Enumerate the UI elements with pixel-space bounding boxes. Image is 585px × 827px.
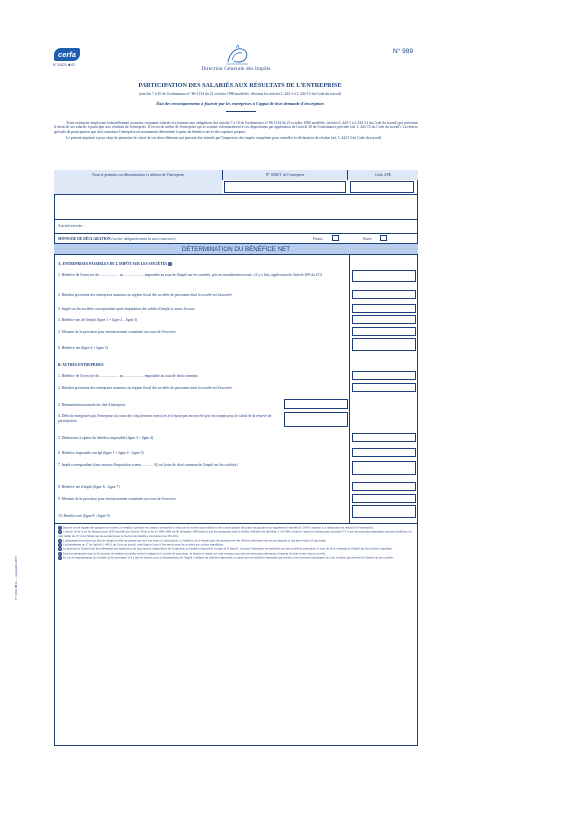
part-b-line-1-input[interactable]	[352, 371, 416, 380]
part-a-line-2-input[interactable]	[352, 290, 416, 299]
currency-note: (cocher obligatoirement la case concernée)	[111, 237, 176, 241]
part-b-line-8-input[interactable]	[352, 482, 416, 491]
part-b-line-10: 10. Bénéfice net (ligne 8 + ligne 9)	[58, 514, 110, 518]
note-text: L'article 10 de la loi de finances pour 2007 modifié par l'article 39 de la loi n° 2004-1484 du 30 décembre 2004 prévoit que les entreprises dont le chiffre d'affaires est inférieur à 7,63 M€ et dont le capital est détenu pour au moins 75 % par des personnes physiques peuvent bénéficier du taux réduit de 15 % de l'impôt sur les sociétés pour la fraction de bénéfice n'excédant pas 38 120 €.	[58, 530, 412, 538]
note-text: L'abattement est réalisé par lieu de chaque société du groupe qui doit s'en tenir à la déclaration. Le bénéfice est à retenir pour son montant net des déficits antérieurs non encore imputés et des plus-values à long terme.	[62, 538, 327, 543]
siret-input[interactable]	[224, 181, 346, 193]
part-b-line-5-input[interactable]	[352, 433, 416, 442]
note-number-icon: 5	[59, 547, 61, 552]
cerfa-logo: cerfa	[54, 48, 80, 61]
notes-divider	[54, 523, 418, 524]
title-divider	[226, 111, 256, 112]
part-b-line-3-input[interactable]	[284, 399, 348, 409]
part-b-line-4-input[interactable]	[284, 412, 348, 427]
note-text: Conformément au 1° de l'article L 442-2 du Code du travail, cette ligne n'a pas à être servie pour les sociétés par actions simplifiées.	[62, 542, 224, 547]
note-text: En cas de regroupement de sociétés ou de personnes, il y a lieu de retenir, pour la détermination de l'impôt à déduire du bénéfice imposable, la quote-part du bénéfice imposable qui revient à des personnes physiques ou à des sociétés qui relèvent de l'impôt sur les sociétés.	[62, 555, 394, 560]
note-number-icon: 7	[59, 556, 61, 561]
page-subtitle-2: État des renseignements à fournir par les entreprises à l'appui de leur demande d'inscription	[156, 101, 324, 106]
divider	[54, 194, 418, 195]
dgi-label: Direction Générale des Impôts	[201, 66, 271, 72]
marianne-icon	[222, 44, 252, 66]
section-title: DÉTERMINATION DU BÉNÉFICE NET	[181, 246, 291, 253]
part-b-heading: B. AUTRES ENTREPRISES	[58, 363, 104, 367]
intro-text	[54, 121, 418, 143]
part-b-line-6-input[interactable]	[352, 448, 416, 457]
side-reference-text: N° 10021 ✱ 02 — (septembre 2007)	[14, 555, 18, 600]
part-a-line-2: 2. Résultat provenant des entreprises soumises au régime fiscal des sociétés de personnes dont la société est l'associée	[58, 293, 232, 297]
notes-block	[58, 526, 414, 561]
part-a-line-4: 4. Bénéfice net de l'impôt (ligne 1 + ligne 2 – ligne 3)	[58, 318, 138, 322]
part-a-line-1: 1. Bénéfice de l'exercice du ..................... au ..................... imposable au taux de l'impôt sur les sociétés, pris en considération avant, s'il y a lieu, application de l'article 209 du CGI	[58, 273, 323, 277]
part-b-line-1: 1. Bénéfice de l'exercice du ..................... au ..................... imposable au taux de droit commun	[58, 374, 198, 378]
form-frame	[54, 170, 418, 746]
part-a-line-5-input[interactable]	[352, 327, 416, 336]
part-b-line-8: 8. Bénéfice net d'impôt (ligne 6 – ligne 7)	[58, 485, 120, 489]
part-a-line-3: 3. Impôt sur les sociétés correspondant après imputation des crédits d'impôt et avoirs fiscaux	[58, 307, 195, 311]
form-number: N° 989	[393, 48, 413, 55]
note-number-icon: 3	[59, 538, 61, 543]
note-text: Le montant de l'impôt doit être déterminé par application du taux moyen d'imposition de l'exploitant au bénéfice imposable corrigé de la ligne 6. Lorsque l'entreprise est exploitée par une société de personnes, le taux de droit commun de l'impôt sur les sociétés s'applique.	[62, 547, 393, 552]
part-b-line-4: 4. Déficits enregistrés par l'entreprise au cours des cinq derniers exercices et n'ayant pas encore été pris en compte pour le calcul de la réserve de participation	[58, 414, 272, 423]
part-a-line-1-input[interactable]	[352, 270, 416, 282]
francs-checkbox[interactable]	[332, 235, 339, 241]
ape-column-header	[347, 170, 418, 180]
part-b-line-6: 6. Bénéfice imposable corrigé (ligne 1 + ligne 2 – ligne 5)	[58, 451, 144, 455]
note-number-icon: 4	[59, 542, 61, 547]
siret-column-label: N° SIRET de l'entreprise	[265, 173, 305, 177]
ape-input[interactable]	[350, 181, 414, 193]
currency-label: MONNAIE DE DÉCLARATION	[58, 237, 111, 241]
part-b-line-3: 3. Rémunération normale du chef d'entreprise	[58, 403, 126, 407]
note-text: Dans le cas de régime des groupes de sociétés, le résultat à prendre en compte correspond à celui que la société aurait réalisé si elle n'avait jamais fait partie du groupe (voir également le modèle n° 2059 à annexer à la déclaration de résultat de l'entreprise).	[62, 525, 374, 530]
page-subtitle: (articles 7 à 10 de l'ordonnance n° 86-1134 du 21 octobre 1986 modifiée, devenus les articles L 442-1 à L 442-15 du Code du travail)	[138, 92, 342, 96]
divider	[54, 233, 418, 234]
part-b-line-2-input[interactable]	[352, 383, 416, 392]
part-a-line-5: 5. Montant de la provision pour investissement constituée au cours de l'exercice	[58, 330, 176, 334]
section-header-bar	[54, 243, 418, 255]
part-a-line-3-input[interactable]	[352, 304, 416, 313]
note-number-icon: 1	[59, 526, 61, 530]
name-column-header	[54, 170, 222, 194]
note-ref-icon: 1	[169, 262, 171, 267]
part-a-line-4-input[interactable]	[352, 315, 416, 324]
intro-paragraph: Le présent imprimé a pour objet de permettre le calcul de ces deux éléments qui peuvent être attestés par l'inspecteur des impôts compétent pour contrôler la déclaration de résultat (art. L 442-13 du Code du travail).	[66, 136, 383, 141]
note-item	[58, 556, 414, 560]
page-title: PARTICIPATION DES SALARIÉS AUX RÉSULTATS DE L'ENTREPRISE	[138, 82, 342, 89]
note-number-icon: 2	[59, 530, 61, 535]
part-b-line-7: 7. Impôt correspondant (taux moyen d'imposition retenu ............ %) ou (taux de droit commun de l'impôt sur les sociétés)	[58, 463, 238, 467]
part-a-heading	[58, 262, 172, 266]
amount-column-divider	[349, 255, 350, 523]
part-b-line-2: 2. Résultat provenant des entreprises soumises au régime fiscal des sociétés de personnes dont la société est l'associée	[58, 386, 232, 390]
part-b-line-9: 9. Montant de la provision pour investissement constituée au cours de l'exercice	[58, 497, 176, 501]
divider	[54, 219, 418, 220]
intro-paragraph: Toute entreprise employant habituellement au moins cinquante salariés est soumise aux obligations des articles 7 à 10 de l'ordonnance n° 86-1134 du 21 octobre 1986 modifiée, (articles L 442-1 à L 442-14 du Code du travail) qui prévoient le droit de ses salariés à participer aux résultats de l'entreprise. Il en est de même de l'entreprise qui se soumet volontairement à ces dispositions par application de l'article 20 de l'ordonnance précitée (art. L 442-15 du Code du travail). La réserve spéciale de participation que doit constituer l'entreprise est notamment déterminée à partir du bénéfice net et des capitaux propres.	[54, 121, 418, 134]
siret-column-header	[222, 170, 347, 180]
part-a-heading-text: A. ENTREPRISES PASSIBLES DE L'IMPÔT SUR LES SOCIÉTÉS	[58, 262, 168, 266]
part-a-line-6: 6. Bénéfice net (ligne 4 + ligne 5)	[58, 346, 108, 350]
ape-column-label: Code APE	[374, 173, 392, 177]
part-a-line-6-input[interactable]	[352, 338, 416, 351]
activity-label: Activité exercée :	[58, 224, 85, 228]
euros-label: Euros	[363, 237, 372, 241]
francs-label: Francs	[313, 237, 323, 241]
note-text: Pour les entreprises dont la déclaration de résultat est établie selon le régime de la société de personnes, le résultat à retenir est celui revenant aux associés personnes physiques à hauteur de leurs droits dans la société.	[62, 551, 326, 556]
company-name-address-input[interactable]	[56, 196, 416, 218]
part-b-line-9-input[interactable]	[352, 494, 416, 503]
part-b-line-10-input[interactable]	[352, 505, 416, 518]
name-column-label: Nom et prénoms ou dénomination et adresse de l'entreprise	[91, 173, 185, 177]
euros-checkbox[interactable]	[380, 235, 387, 241]
part-b-line-7-input[interactable]	[352, 461, 416, 475]
cerfa-number: N° 10021 ✱ 02	[53, 63, 76, 67]
currency-row	[58, 237, 176, 241]
note-number-icon: 6	[59, 551, 61, 556]
part-b-line-5: 5. Déductions à opérer du bénéfice imposable (ligne 3 + ligne 4)	[58, 436, 154, 440]
